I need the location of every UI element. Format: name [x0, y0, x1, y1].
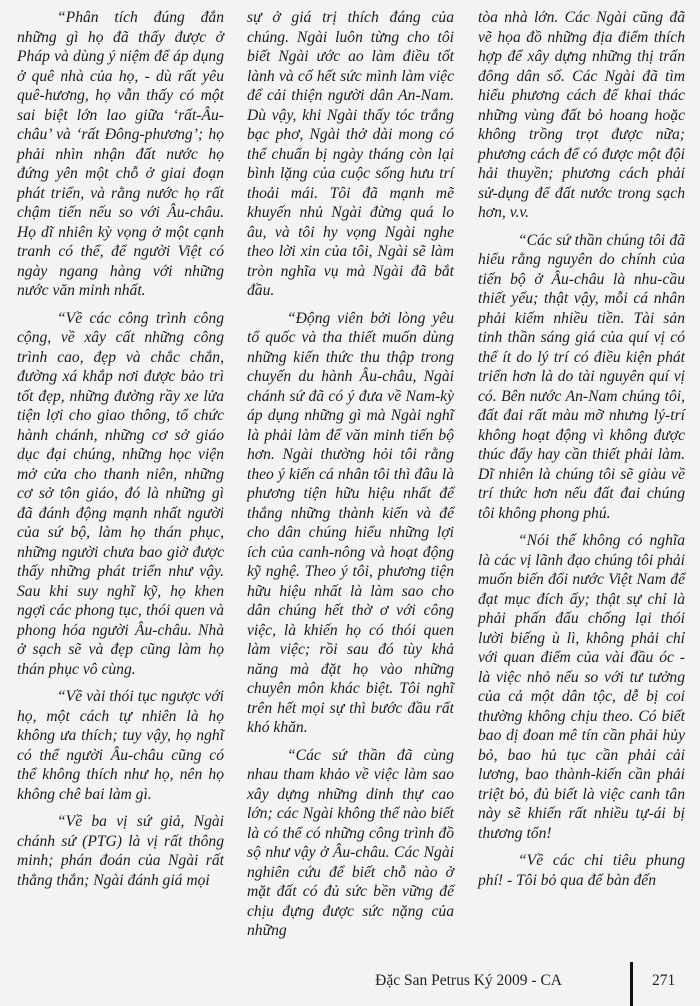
paragraph: “Về các công trình công cộng, về xây cất những công trình cao, đẹp và chắc chắn, đường xá khắp nơi được bảo trì tốt đẹp, những đường rầy xe lửa tiện lợi cho giao thông, tổ chức hành chánh, những cơ sở giáo dục đại chúng, những học viện mở cửa cho thanh niên, những cơ sở tôn giáo, đó là những gì đã đánh động mạnh nhất người của sứ bộ, làm họ thán phục, những người chưa bao giờ được thấy những phát triển như vậy. Sau khi suy nghĩ kỹ, họ khen ngợi các phong tục, thói quen và phong hóa người Âu-châu. Nhà ở sạch sẽ và đẹp cũng làm họ thán phục vô cùng. [17, 309, 224, 678]
paragraph: “Các sứ thần đã cùng nhau tham khảo về việc làm sao xây dựng những dinh thự cao lớn; các Ngài không thể nào biết là có thể có những công trình đồ sộ như vậy ở Âu-châu. Các Ngài nghiên cứu để biết chỗ nào ở mặt đất có đủ sức bền vững để chịu đựng được sức nặng của những [247, 746, 454, 939]
paragraph: “Về vài thói tục ngược với họ, một cách tự nhiên là họ không ưa thích; tuy vậy, họ nghĩ có thể người Âu-châu cũng có thể không thích như họ, nên họ không chê bai làm gì. [17, 688, 224, 803]
paragraph: “Động viên bởi lòng yêu tổ quốc và tha thiết muốn dùng những kiến thức thu thập trong chuyến du hành Âu-châu, Ngài chánh sứ đã có ý đưa về Nam-kỳ áp dụng những gì mà Ngài nghĩ là phải làm để văn minh tiến bộ hơn. Ngài thường hỏi tôi rằng theo ý kiến cá nhân tôi thì đâu là phương tiện hữu hiệu nhất để thắng những thành kiến và để cho dân chúng hiểu những lợi ích của canh-nông và hoạt động kỹ nghệ. Theo ý tôi, phương tiện hữu hiệu nhất là làm sao cho dân chúng hết thờ ơ với công việc, là khiến họ có thói quen làm việc; rồi sau đó tùy khả năng mà đặt họ vào những chuyên môn khác biệt. Tôi nghĩ trên hết mọi sự thì bước đầu rất khó khăn. [247, 309, 454, 736]
paragraph: “Về ba vị sứ giả, Ngài chánh sứ (PTG) là vị rất thông minh; phán đoán của Ngài rất thẳng thắn; Ngài đánh giá mọi [17, 813, 224, 889]
paragraph: “Phân tích đúng đắn những gì họ đã thấy được ở Pháp và dùng ý niệm để áp dụng ở quê nhà của họ, - dù rất yêu quê-hương, họ vẫn thấy có một sai biệt lớn lao giữa ‘rất-Âu-châu’ và ‘rất Đông-phương’; họ phải nhìn nhận đất nước họ đứng yên một chỗ ở giai đoạn phát triển, và rằng nước họ rất chậm tiến nếu so với Âu-châu. Họ dĩ nhiên kỳ vọng ở một cạnh tranh có thể, để người Việt có ngày ngang hàng với những nước văn minh nhất. [17, 9, 224, 299]
page-number: 271 [652, 972, 676, 989]
publication-title: Đặc San Petrus Ký 2009 - CA [375, 972, 562, 989]
text-column-3 [478, 8, 685, 898]
footer-divider [630, 962, 633, 1006]
paragraph-continued: sự ở giá trị thích đáng của chúng. Ngài luôn từng cho tôi biết Ngài ước ao làm điều tốt lành và cố hết sức mình làm việc để cải thiện người dân An-Nam. Dù vậy, khi Ngài thấy tóc trắng bạc phơ, Ngài thở dài mong có thể chuẩn bị ngày tháng còn lại bình lặng của cuộc sống hưu trí thoải mái. Tôi đã mạnh mẽ khuyến nhủ Ngài đừng quá lo âu, và tôi hy vọng Ngài nghe theo lời xin của tôi, Ngài sẽ làm tròn nghĩa vụ mà Ngài đã bắt đầu. [247, 9, 454, 299]
paragraph-continued: tòa nhà lớn. Các Ngài cũng đã vẽ họa đồ những địa điểm thích hợp để xây dựng những thị trấn đông dân số. Các Ngài đã tìm hiểu phương cách để khai thác những vùng đất bỏ hoang hoặc không trồng trọt được nữa; phương cách để có được một đội hải thuyền; phương cách phải sử-dụng để đất nước trong sạch hơn, v.v. [478, 9, 685, 221]
page-footer [0, 962, 700, 1002]
paragraph: “Nói thế không có nghĩa là các vị lãnh đạo chúng tôi phải muốn biến đổi nước Việt Nam để đạt mục đích ấy; thật sự chỉ là phải phấn đấu chống lại thói lười biếng ù lì, không phải chỉ với quan điểm của vài đầu óc - là việc nhỏ nếu so với tư tưởng của cả một dân tộc, dễ bị coi thường không chịu theo. Có biết bao dị đoan mê tín cần phải hủy bỏ, bao hủ tục cần phải cải lương, bao thành-kiến cần phải triệt bỏ, đủ biết là việc canh tân này sẽ khiến rất nhiều tự-ái bị thương tổn! [478, 532, 685, 842]
text-column-1 [17, 8, 224, 898]
paragraph: “Về các chi tiêu phung phí! - Tôi bỏ qua để bàn đến [478, 852, 685, 889]
text-column-2 [247, 8, 454, 949]
paragraph: “Các sứ thần chúng tôi đã hiểu rằng nguyên do chính của tiến bộ ở Âu-châu là nhu-cầu thiết yếu; thật vậy, mỗi cá nhân phải kiếm nhiều tiền. Tài sản tinh thần sáng giá của quí vị có thể ít do lý trí có điều kiện phát triển hơn là do tài nguyên quí vị có. Bên nước An-Nam chúng tôi, đất đai rất màu mỡ nhưng lý-trí không hoạt động vì không được thúc đẩy hay cần thiết phải làm. Dĩ nhiên là chúng tôi sẽ giàu về trí thức hơn nếu đất đai chúng tôi không phong phú. [478, 231, 685, 522]
